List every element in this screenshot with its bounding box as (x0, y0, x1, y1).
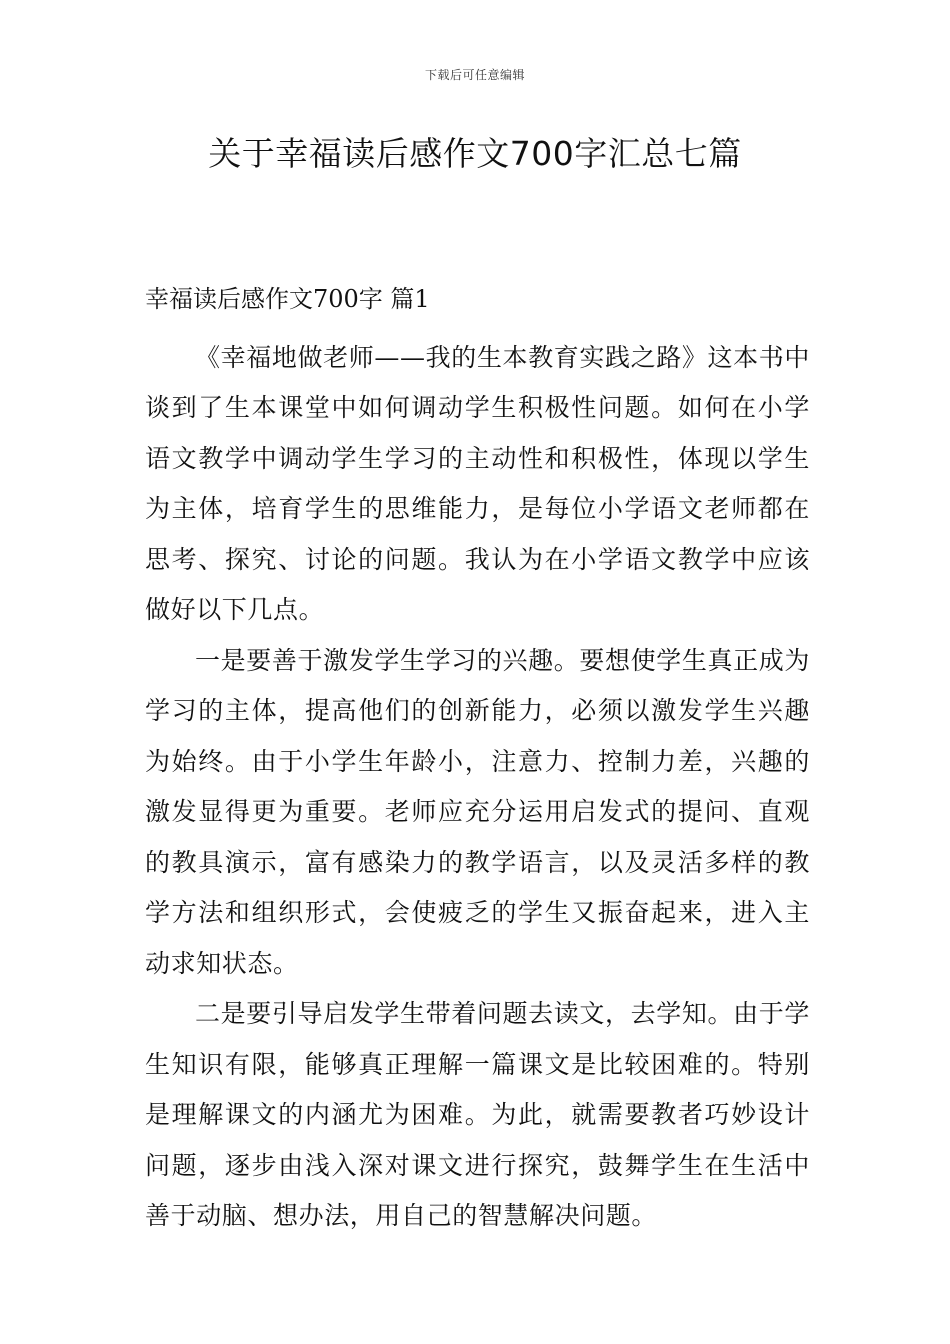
document-title: 关于幸福读后感作文700字汇总七篇 (208, 134, 742, 173)
section-heading: 幸福读后感作文700字 篇1 (145, 285, 430, 313)
document-body (145, 282, 810, 1242)
paragraph-point-one: 一是要善于激发学生学习的兴趣。要想使学生真正成为学习的主体，提高他们的创新能力，必须以激发学生兴趣为始终。由于小学生年龄小，注意力、控制力差，兴趣的激发显得更为重要。老师应充分运用启发式的提问、直观的教具演示，富有感染力的教学语言，以及灵活多样的教学方法和组织形式，会使疲乏的学生又振奋起来，进入主动求知状态。 (145, 645, 810, 978)
paragraph-point-two: 二是要引导启发学生带着问题去读文，去学知。由于学生知识有限，能够真正理解一篇课文是比较困难的。特别是理解课文的内涵尤为困难。为此，就需要教者巧妙设计问题，逐步由浅入深对课文进行探究，鼓舞学生在生活中善于动脑、想办法，用自己的智慧解决问题。 (145, 999, 810, 1230)
header-note: 下载后可任意编辑 (424, 68, 525, 82)
paragraph-intro: 《幸福地做老师——我的生本教育实践之路》这本书中谈到了生本课堂中如何调动学生积极性问题。如何在小学语文教学中调动学生学习的主动性和积极性，体现以学生为主体，培育学生的思维能力，是每位小学语文老师都在思考、探究、讨论的问题。我认为在小学语文教学中应该做好以下几点。 (145, 342, 810, 624)
